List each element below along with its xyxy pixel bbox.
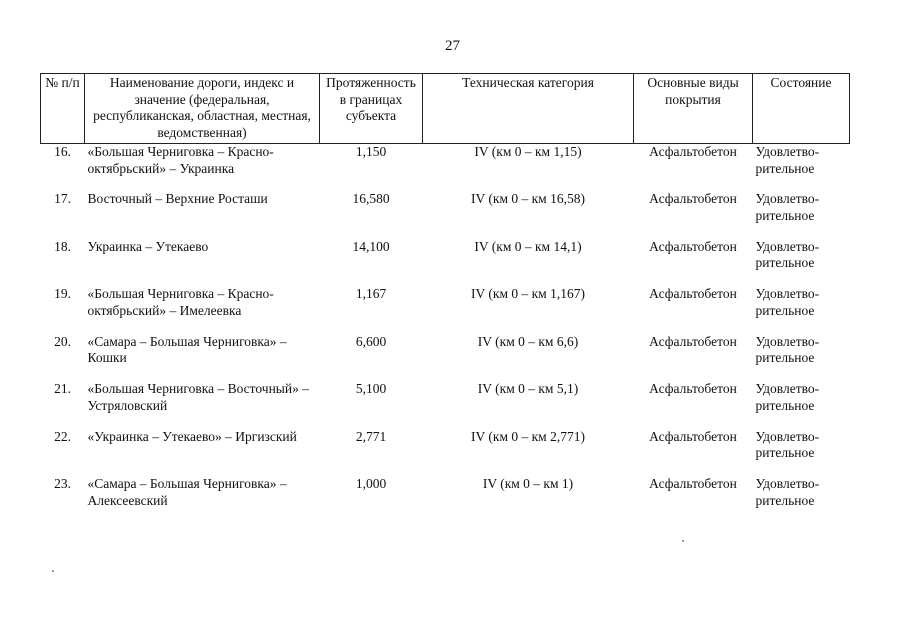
row-num: 17. [54, 191, 71, 206]
road-surface: Асфальтобетон [649, 476, 737, 491]
road-category: IV (км 0 – км 1,15) [474, 144, 582, 159]
road-surface: Асфальтобетон [649, 191, 737, 206]
road-name: «Самара – Большая Черниговка» – Кошки [87, 333, 287, 365]
header-category: Техническая категория [423, 74, 634, 144]
row-num: 23. [54, 476, 71, 491]
road-state: Удовлетво-рительное [755, 476, 820, 508]
road-length: 1,000 [355, 476, 387, 491]
road-name: «Большая Черниговка – Красно-октябрьский» – Имелеевка [87, 286, 274, 318]
table-body [41, 144, 850, 524]
road-state: Удовлетво-рительное [755, 286, 820, 318]
table-header [41, 74, 850, 144]
road-name: Восточный – Верхние Росташи [87, 191, 268, 206]
road-category: IV (км 0 – км 16,58) [471, 191, 585, 206]
road-category: IV (км 0 – км 2,771) [471, 428, 585, 444]
road-surface: Асфальтобетон [649, 144, 737, 159]
table-row [41, 381, 850, 429]
road-name: «Самара – Большая Черниговка» – Алексеевский [87, 476, 287, 508]
road-category: IV (км 0 – км 6,6) [477, 333, 579, 349]
roads-table [40, 73, 850, 524]
road-length: 1,150 [355, 144, 387, 159]
header-length: Протяженность в границах субъекта [320, 74, 423, 144]
road-name: «Большая Черниговка – Восточный» – Устряловский [87, 381, 309, 413]
table-row [41, 334, 850, 382]
scan-speck [52, 570, 54, 572]
road-surface: Асфальтобетон [649, 238, 737, 254]
table-row [41, 429, 850, 477]
table-row [41, 476, 850, 524]
header-surface: Основные виды покрытия [634, 74, 753, 144]
row-num: 19. [54, 286, 71, 301]
road-surface: Асфальтобетон [649, 381, 737, 396]
road-category: IV (км 0 – км 1,167) [471, 286, 585, 301]
road-name: «Большая Черниговка – Красно-октябрьский» – Украинка [87, 144, 274, 176]
row-num: 22. [54, 428, 71, 444]
road-name: «Украинка – Утекаево» – Иргизский [87, 428, 297, 444]
scan-speck [682, 540, 684, 542]
road-surface: Асфальтобетон [649, 286, 737, 301]
road-state: Удовлетво-рительное [755, 381, 820, 413]
road-category: IV (км 0 – км 5,1) [477, 381, 579, 396]
road-state: Удовлетво-рительное [755, 428, 820, 460]
table-row [41, 286, 850, 334]
road-state: Удовлетво-рительное [755, 191, 820, 223]
header-state: Состояние [753, 74, 850, 144]
table-row [41, 239, 850, 287]
road-length: 5,100 [355, 381, 387, 396]
row-num: 20. [54, 333, 71, 349]
road-state: Удовлетво-рительное [755, 238, 820, 270]
table-row [41, 191, 850, 239]
row-num: 16. [54, 144, 71, 159]
header-row [41, 74, 850, 144]
road-length: 2,771 [355, 428, 387, 444]
table-row [41, 144, 850, 192]
row-num: 18. [54, 238, 71, 254]
row-num: 21. [54, 381, 71, 396]
road-name: Украинка – Утекаево [87, 238, 209, 254]
header-num: № п/п [41, 74, 85, 144]
road-length: 1,167 [355, 286, 387, 301]
road-category: IV (км 0 – км 14,1) [474, 238, 582, 254]
road-length: 6,600 [355, 333, 387, 349]
road-length: 14,100 [352, 238, 390, 254]
road-category: IV (км 0 – км 1) [482, 476, 574, 491]
road-state: Удовлетво-рительное [755, 333, 820, 365]
header-name: Наименование дороги, индекс и значение (федеральная, республиканская, областная, местная, ведомственная) [85, 74, 320, 144]
road-surface: Асфальтобетон [649, 333, 737, 349]
page-number: 27 [445, 38, 460, 54]
road-length: 16,580 [352, 191, 390, 206]
road-state: Удовлетво-рительное [755, 144, 820, 176]
road-surface: Асфальтобетон [649, 428, 737, 444]
